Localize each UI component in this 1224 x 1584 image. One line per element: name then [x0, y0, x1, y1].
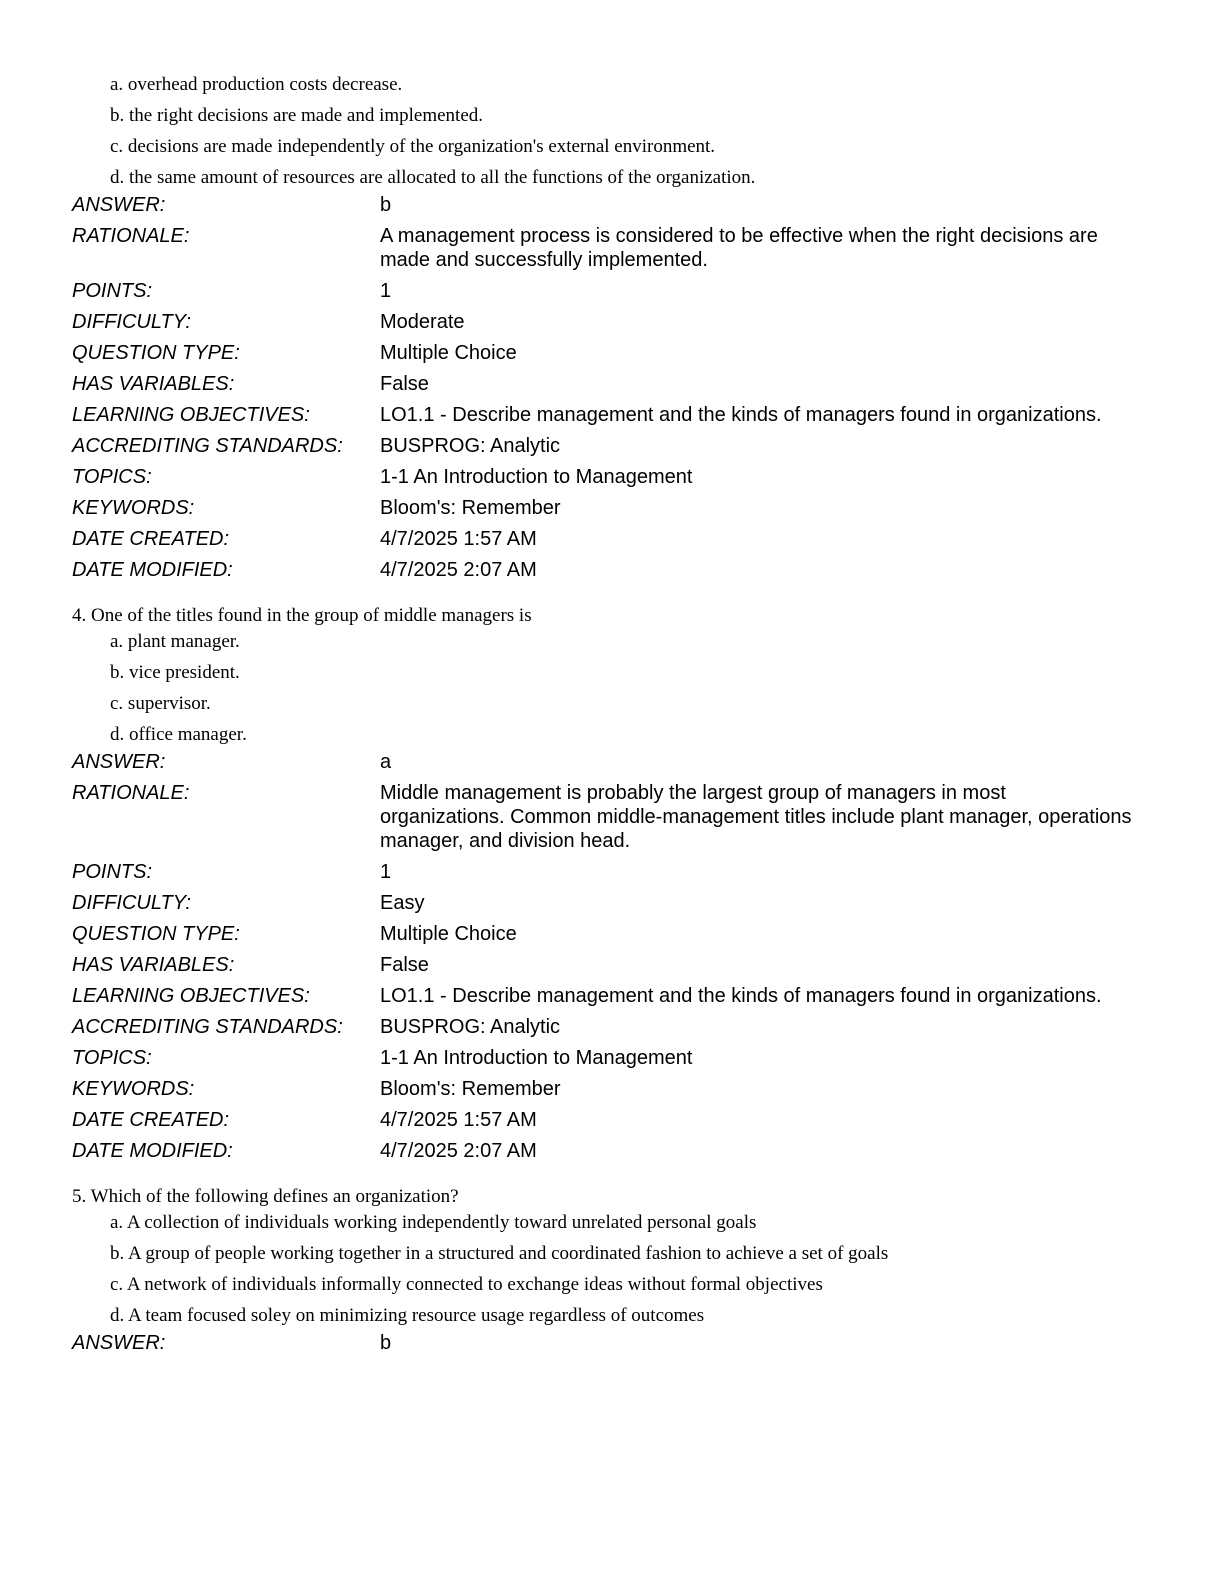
option-d: d. the same amount of resources are allocated to all the functions of the organization. [110, 167, 756, 188]
meta-label: POINTS: [72, 861, 153, 883]
meta-label: LEARNING OBJECTIVES: [72, 985, 310, 1007]
question-stem: 5. Which of the following defines an organization? [72, 1186, 459, 1207]
meta-value: False [380, 954, 429, 976]
option-d: d. A team focused soley on minimizing resource usage regardless of outcomes [110, 1305, 705, 1326]
meta-value: Bloom's: Remember [380, 497, 561, 519]
meta-label: LEARNING OBJECTIVES: [72, 404, 310, 426]
meta-label: DATE MODIFIED: [72, 559, 233, 581]
option-c: c. A network of individuals informally connected to exchange ideas without formal objectives [110, 1274, 823, 1295]
meta-label: DIFFICULTY: [72, 311, 191, 333]
option-c: c. supervisor. [110, 693, 211, 714]
meta-label: RATIONALE: [72, 782, 190, 804]
meta-value: A management process is considered to be effective when the right decisions are made and successfully implemented. [380, 225, 1098, 271]
meta-value: False [380, 373, 429, 395]
meta-value: a [380, 751, 392, 773]
meta-value: 1-1 An Introduction to Management [380, 466, 693, 488]
option-c: c. decisions are made independently of the organization's external environment. [110, 136, 716, 157]
meta-label: ANSWER: [72, 194, 166, 216]
option-a: a. plant manager. [110, 631, 240, 652]
meta-value: b [380, 194, 392, 216]
meta-label: ANSWER: [72, 751, 166, 773]
spacer [72, 589, 1152, 605]
meta-label: DATE MODIFIED: [72, 1140, 233, 1162]
meta-label: DATE CREATED: [72, 528, 230, 550]
question-4-metadata [72, 750, 1152, 1170]
meta-label: QUESTION TYPE: [72, 342, 240, 364]
option-b: b. the right decisions are made and implemented. [110, 105, 484, 126]
meta-value: 4/7/2025 1:57 AM [380, 1109, 537, 1131]
meta-label: HAS VARIABLES: [72, 373, 235, 395]
document-page [72, 74, 1152, 1362]
meta-value: LO1.1 - Describe management and the kinds of managers found in organizations. [380, 404, 1102, 426]
spacer [72, 1170, 1152, 1186]
option-a: a. A collection of individuals working independently toward unrelated personal goals [110, 1212, 757, 1233]
meta-label: RATIONALE: [72, 225, 190, 247]
meta-value: Multiple Choice [380, 342, 517, 364]
meta-value: 1 [380, 861, 392, 883]
question-3 [72, 74, 1152, 589]
meta-label: QUESTION TYPE: [72, 923, 240, 945]
meta-value: 4/7/2025 2:07 AM [380, 559, 537, 581]
meta-label: KEYWORDS: [72, 1078, 195, 1100]
option-b: b. vice president. [110, 662, 240, 683]
meta-value: Easy [380, 892, 425, 914]
meta-value: BUSPROG: Analytic [380, 435, 561, 457]
meta-label: ANSWER: [72, 1332, 166, 1354]
meta-value: b [380, 1332, 392, 1354]
meta-label: KEYWORDS: [72, 497, 195, 519]
question-stem: 4. One of the titles found in the group of middle managers is [72, 605, 532, 626]
meta-value: Middle management is probably the largest group of managers in most organizations. Common middle-management titles include plant manager, operations manager, and division head. [380, 782, 1132, 852]
meta-value: Moderate [380, 311, 465, 333]
meta-value: Bloom's: Remember [380, 1078, 561, 1100]
meta-value: Multiple Choice [380, 923, 517, 945]
meta-label: TOPICS: [72, 466, 152, 488]
option-d: d. office manager. [110, 724, 247, 745]
question-3-metadata [72, 193, 1152, 589]
option-b: b. A group of people working together in a structured and coordinated fashion to achieve a set of goals [110, 1243, 889, 1264]
meta-value: LO1.1 - Describe management and the kinds of managers found in organizations. [380, 985, 1102, 1007]
meta-value: BUSPROG: Analytic [380, 1016, 561, 1038]
option-a: a. overhead production costs decrease. [110, 74, 403, 95]
meta-label: TOPICS: [72, 1047, 152, 1069]
meta-label: DIFFICULTY: [72, 892, 191, 914]
question-5-metadata [72, 1331, 1152, 1362]
meta-label: ACCREDITING STANDARDS: [72, 1016, 343, 1038]
meta-value: 4/7/2025 1:57 AM [380, 528, 537, 550]
meta-label: HAS VARIABLES: [72, 954, 235, 976]
meta-label: ACCREDITING STANDARDS: [72, 435, 343, 457]
meta-label: POINTS: [72, 280, 153, 302]
meta-value: 4/7/2025 2:07 AM [380, 1140, 537, 1162]
question-4 [72, 605, 1152, 1170]
meta-value: 1 [380, 280, 392, 302]
question-5 [72, 1186, 1152, 1362]
meta-value: 1-1 An Introduction to Management [380, 1047, 693, 1069]
meta-label: DATE CREATED: [72, 1109, 230, 1131]
